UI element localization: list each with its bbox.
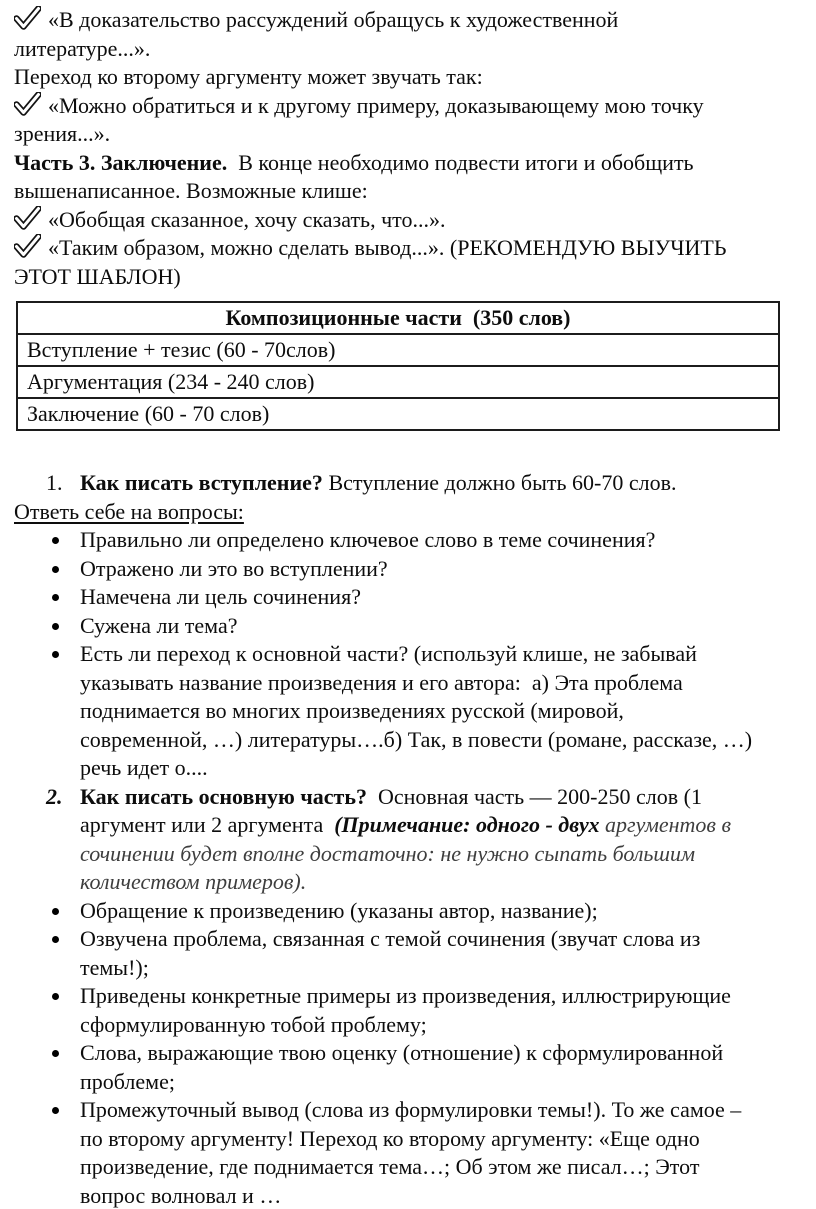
- clause-text: «Таким образом, можно сделать вывод...». (РЕКОМЕНДУЮ ВЫУЧИТЬ: [48, 235, 727, 260]
- bullet-item: Слова, выражающие твою оценку (отношение) к сформулированной проблеме;: [14, 1039, 804, 1096]
- bullet-item: Приведены конкретные примеры из произведения, иллюстрирующие сформулированную тобой проблему;: [14, 982, 804, 1039]
- table-cell: Аргументация (234 - 240 слов): [17, 366, 779, 398]
- bullet-icon: [46, 612, 80, 641]
- list-number: 1.: [46, 470, 63, 495]
- bullet-item: Озвучена проблема, связанная с темой сочинения (звучат слова из темы!);: [14, 925, 804, 982]
- clause-text: «Можно обратиться и к другому примеру, доказывающему мою точку: [48, 92, 704, 118]
- part3-heading: Часть 3. Заключение.: [14, 149, 228, 175]
- bullet-item: Намечена ли цель сочинения?: [14, 583, 804, 612]
- table-row: [17, 334, 779, 366]
- check-icon: [14, 206, 41, 230]
- section2-title: Как писать основную часть?: [80, 783, 367, 809]
- clause-paragraph-4: [14, 234, 804, 291]
- bullet-icon: [46, 583, 80, 612]
- bullet-icon: [46, 526, 80, 555]
- composition-table: [16, 301, 780, 431]
- section1-title: Как писать вступление?: [80, 470, 323, 495]
- clause-text: «Обобщая сказанное, хочу сказать, что...».: [48, 206, 446, 232]
- note-italic: количеством примеров).: [80, 869, 307, 894]
- clause-text: ЭТОТ ШАБЛОН): [14, 263, 181, 289]
- clause-text: «В доказательство рассуждений обращусь к художественной: [48, 7, 619, 32]
- bullet-icon: [46, 982, 80, 1011]
- bullet-item: Отражено ли это во вступлении?: [14, 555, 804, 584]
- clause-paragraph-1: [14, 6, 804, 63]
- numbered-item-1: 1. Как писать вступление? Вступление должно быть 60-70 слов.: [14, 469, 804, 498]
- table-header-cell: Композиционные части (350 слов): [17, 302, 779, 334]
- bullet-item: Правильно ли определено ключевое слово в теме сочинения?: [14, 526, 804, 555]
- bullet-item: Промежуточный вывод (слова из формулировки темы!). То же самое – по второму аргументу! Переход ко второму аргументу: «Еще одно произведение, где поднимается тема…; Об этом же писал…; Этот вопрос волновал и …: [14, 1096, 804, 1209]
- questions-subtitle: Ответь себе на вопросы:: [14, 498, 244, 524]
- bullet-icon: [46, 925, 80, 954]
- bullet-icon: [46, 1096, 80, 1125]
- clause-text: зрения...».: [14, 121, 111, 146]
- note-bold-italic: (Примечание: одного - двух: [334, 812, 600, 837]
- bullet-icon: [46, 555, 80, 584]
- clause-text: литературе...».: [14, 35, 151, 61]
- note-italic: сочинении будет вполне достаточно: не нужно сыпать большим: [80, 840, 696, 866]
- bullet-item: Сужена ли тема?: [14, 612, 804, 641]
- check-icon: [14, 6, 41, 30]
- table-cell: Вступление + тезис (60 - 70слов): [17, 334, 779, 366]
- clause-paragraph-3: [14, 206, 804, 235]
- table-header-row: [17, 302, 779, 334]
- bullet-icon: [46, 640, 80, 669]
- table-row: [17, 366, 779, 398]
- check-icon: [14, 92, 41, 116]
- bullet-icon: [46, 897, 80, 926]
- bullet-item: Обращение к произведению (указаны автор, название);: [14, 897, 804, 926]
- bullet-item: Есть ли переход к основной части? (используй клише, не забывай указывать название произведения и его автора: а) Эта проблема поднимается во многих произведениях русской (мировой, современной, …) литературы….б) Так, в повести (романе, рассказе, …) речь идет о....: [14, 640, 804, 783]
- list-number: 2.: [46, 783, 63, 809]
- table-cell: Заключение (60 - 70 слов): [17, 398, 779, 430]
- numbered-item-2: 2. Как писать основную часть? Основная часть — 200-250 слов (1 аргумент или 2 аргумента (Примечание: одного - двух аргументов в сочинении будет вполне достаточно: не нужно сыпать большим количеством примеров).: [14, 783, 804, 897]
- clause-paragraph-2: [14, 92, 804, 149]
- check-icon: [14, 234, 41, 258]
- bullet-icon: [46, 1039, 80, 1068]
- transition-paragraph: Переход ко второму аргументу может звучать так:: [14, 64, 483, 89]
- table-row: [17, 398, 779, 430]
- part3-heading-paragraph: Часть 3. Заключение. В конце необходимо подвести итоги и обобщить вышенаписанное. Возможные клише:: [14, 149, 694, 203]
